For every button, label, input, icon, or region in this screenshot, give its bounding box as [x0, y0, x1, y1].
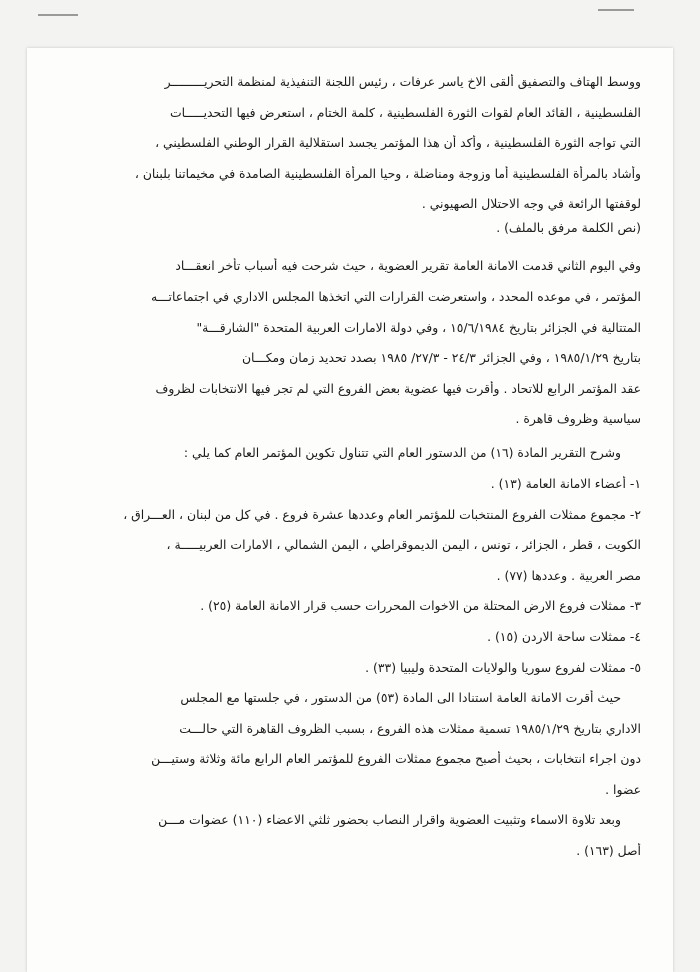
text-line: عقد المؤتمر الرابع للاتحاد . وأقرت فيها عضوية بعض الفروع التي لم تجر فيها الانتخابات لظروف: [155, 380, 641, 396]
list-item: ٤- ممثلات ساحة الاردن (١٥) .: [487, 628, 641, 644]
list-item: ٥- ممثلات لفروع سوريا والولايات المتحدة وليبيا (٣٣) .: [365, 659, 641, 675]
list-item: ١- أعضاء الامانة العامة (١٣) .: [490, 475, 641, 491]
text-line: الكويت ، قطر ، الجزائر ، تونس ، اليمن الديموقراطي ، اليمن الشمالي ، الامارات العربيـــــة ،: [166, 537, 641, 553]
text-line: عضوا .: [605, 781, 641, 797]
list-item: ٢- مجموع ممثلات الفروع المنتخبات للمؤتمر العام وعددها عشرة فروع . في كل من لبنان ، العـــراق ،: [123, 506, 641, 522]
list-item: ٣- ممثلات فروع الارض المحتلة من الاخوات المحررات حسب قرار الامانة العامة (٢٥) .: [200, 598, 641, 614]
text-line: حيث أقرت الامانة العامة استنادا الى المادة (٥٣) من الدستور ، في جلستها مع المجلس: [180, 690, 621, 706]
text-line: الفلسطينية ، القائد العام لقوات الثورة الفلسطينية ، كلمة الختام ، استعرض فيها التحديـــــات: [170, 104, 641, 120]
attachment-note: (نص الكلمة مرفق بالملف) .: [496, 220, 641, 236]
text-line: أصل (١٦٣) .: [576, 843, 641, 859]
text-line: وأشاد بالمرأة الفلسطينية أما وزوجة ومناضلة ، وحيا المرأة الفلسطينية الصامدة في مخيماتنا بلبنان ،: [134, 165, 641, 181]
text-line: بتاريخ ١٩٨٥/١/٢٩ ، وفي الجزائر ٢٤/٣ - ٢٧/٣/ ١٩٨٥ بصدد تحديد زمان ومكـــان: [241, 350, 641, 366]
text-line: دون اجراء انتخابات ، بحيث أصبح مجموع ممثلات الفروع للمؤتمر العام الرابع مائة وثلاثة وستيـــن: [151, 751, 641, 767]
text-line: ووسط الهتاف والتصفيق ألقى الاخ ياسر عرفات ، رئيس اللجنة التنفيذية لمنظمة التحريـــــــــر: [164, 74, 641, 89]
text-line: التي تواجه الثورة الفلسطينية ، وأكد أن هذا المؤتمر يجسد استقلالية القرار الوطني الفلسطيني ،: [155, 135, 641, 151]
text-line: الاداري بتاريخ ١٩٨٥/١/٢٩ تسمية ممثلات هذه الفروع ، بسبب الظروف القاهرة التي حالـــت: [179, 720, 641, 736]
text-line: وشرح التقرير المادة (١٦) من الدستور العام التي تتناول تكوين المؤتمر العام كما يلي :: [183, 445, 621, 461]
text-line: المتتالية في الجزائر بتاريخ ١٥/٦/١٩٨٤ ، وفي دولة الامارات العربية المتحدة "الشارقـــة": [196, 319, 641, 335]
scan-mark-top-left: [38, 14, 78, 16]
text-line: وفي اليوم الثاني قدمت الامانة العامة تقرير العضوية ، حيث شرحت فيه أسباب تأخر انعقـــاد: [175, 258, 641, 274]
text-line: سياسية وظروف قاهرة .: [515, 411, 641, 427]
text-line: مصر العربية . وعددها (٧٧) .: [496, 567, 641, 583]
text-line: المؤتمر ، في موعده المحدد ، واستعرضت القرارات التي اتخذها المجلس الاداري في اجتماعاتـــه: [150, 288, 641, 304]
text-line: لوقفتها الرائعة في وجه الاحتلال الصهيوني .: [421, 196, 641, 212]
document-page: [27, 48, 673, 972]
scan-mark-top-right: [598, 9, 634, 11]
document-body: [57, 74, 641, 859]
text-line: وبعد تلاوة الاسماء وتثبيت العضوية واقرار النصاب بحضور ثلثي الاعضاء (١١٠) عضوات مـــن: [158, 812, 621, 828]
